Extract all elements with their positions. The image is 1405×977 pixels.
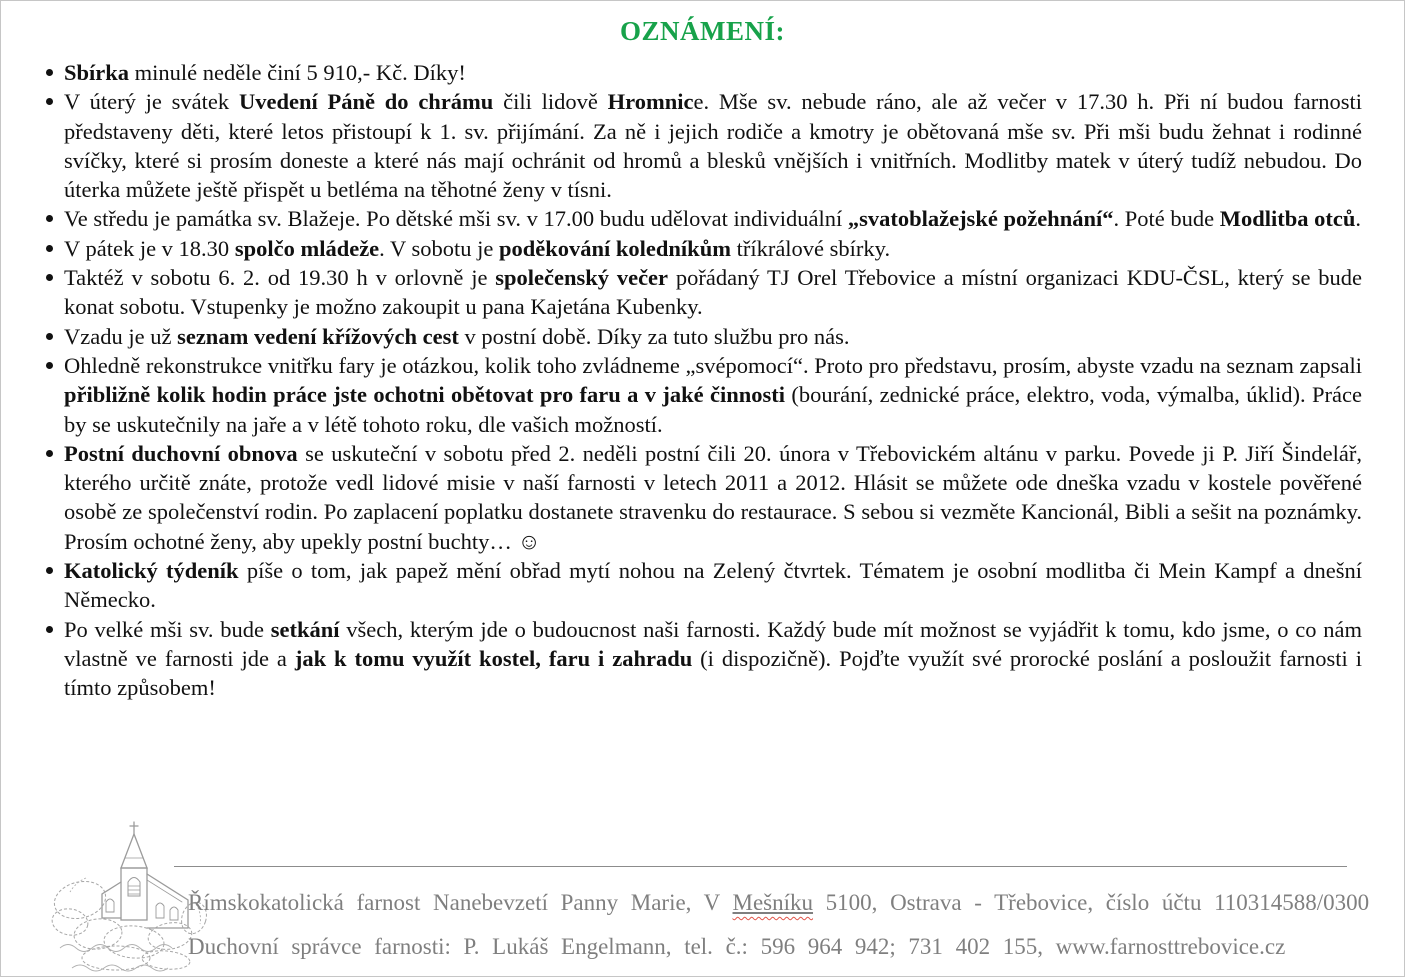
bold-text-segment: poděkování koledníkům — [498, 235, 731, 261]
footer-contact-block — [174, 866, 1370, 969]
text-segment: se uskuteční v sobotu před 2. neděli postní čili 20. února v Třebovickém altánu v parku. Povede ji P. Jiří Šindelář, kterého určitě znáte, protože vedl lidové misie v naší farnosti v letech 2011 a 2012. Hlásit se můžete ode dneška vzadu v kostele pověřené osobě ze společenství rodin. Po zaplacení poplatku dostanete stravenku do restaurace. S sebou si vezměte Kancionál, Bibli a sešit na poznámky. Prosím ochotné ženy, aby upekly postní buchty… ☺ — [64, 440, 1363, 554]
announcement-item — [46, 263, 1362, 322]
announcement-item — [46, 351, 1362, 439]
text-segment: Duchovní správce farnosti: P. Lukáš Engelmann, tel. č.: 596 964 942; 731 402 155, — [188, 934, 1056, 959]
misspelled-word — [733, 890, 814, 915]
bold-text-segment: Katolický týdeník — [64, 558, 239, 584]
announcement-item — [46, 615, 1362, 703]
text-segment: (i dispozičně). Pojďte využít své prorocké poslání a posloužit farnosti i tímto způsobem! — [64, 645, 1362, 701]
text-segment: Po velké mši sv. bude — [64, 616, 271, 642]
website-text: www.farnosttrebovice.cz — [1055, 934, 1286, 959]
text-segment: minulé neděle činí 5 910,- Kč. Díky! — [129, 60, 466, 85]
text-segment: tříkrálové sbírky. — [730, 235, 891, 261]
parish-address-line — [188, 881, 1370, 925]
announcement-item — [46, 556, 1362, 615]
spellcheck-underline: Mešníku — [732, 890, 814, 915]
announcement-item — [46, 58, 1362, 87]
text-segment: všech, kterým jde o budoucnost naši farnosti. Každý bude mít možnost se vyjádřit k tomu, kdo jsme, o co nám vlastně ve farnosti jde a — [64, 616, 1362, 671]
announcement-item — [46, 234, 1362, 263]
text-segment: V úterý je svátek — [64, 89, 239, 115]
text-segment: Ve středu je památka sv. Blažeje. Po dětské mši sv. v 17.00 budu udělovat individuální — [64, 206, 848, 232]
text-segment: Vzadu je už — [64, 323, 178, 349]
announcement-item — [46, 439, 1362, 556]
bold-text-segment: seznam vedení křížových cest — [177, 323, 459, 349]
announcement-list — [46, 58, 1362, 703]
text-segment: . V sobotu je — [379, 235, 499, 261]
text-segment: . — [1355, 206, 1361, 232]
bold-text-segment: Postní duchovní obnova — [64, 440, 298, 466]
text-segment: V pátek je v 18.30 — [64, 235, 235, 261]
bold-text-segment: „svatoblažejské požehnání“ — [847, 206, 1114, 232]
text-segment: . Poté bude — [1113, 206, 1220, 232]
parish-contact-line — [188, 925, 1347, 969]
bold-text-segment: Sbírka — [64, 60, 130, 85]
text-segment: (bourání, zednické práce, elektro, voda, výmalba, úklid). Práce by se uskutečnily na jaře a v létě tohoto roku, dle vašich možností. — [64, 382, 1362, 437]
text-segment: čili lidově — [493, 89, 608, 115]
bold-text-segment: Modlitba otců — [1219, 206, 1356, 232]
text-segment: píše o tom, jak papež mění obřad mytí nohou na Zelený čtvrtek. Tématem je osobní modlitba či Mein Kampf a dnešní Německo. — [64, 558, 1362, 613]
text-segment: Ohledně rekonstrukce vnitřku fary je otázkou, kolik toho zvládneme „svépomocí“. Proto pro představu, prosím, abyste vzadu na seznam zapsali — [64, 352, 1362, 378]
announcement-item — [46, 322, 1362, 351]
bold-text-segment: společenský večer — [495, 265, 669, 291]
text-segment: 5100, Ostrava - Třebovice, číslo účtu 110314588/0300 — [813, 890, 1370, 915]
text-segment: v postní době. Díky za tuto službu pro nás. — [458, 323, 850, 349]
announcement-item — [46, 204, 1362, 233]
text-segment: e. Mše sv. nebude ráno, ale až večer v 17.30 h. Při ní budou farnosti představeny děti, které letos přistoupí k 1. sv. přijímání. Za ně i jejich rodiče a kmotry je obětovaná mše sv. Při mši budu žehnat i rodinné svíčky, které si prosím doneste a které nás mají ochránit od hromů a blesků vnějších i vnitřních. Modlitby matek v úterý tudíž nebudou. Do úterka můžete ještě přispět u betléma na těhotné ženy v tísni. — [64, 89, 1363, 203]
announcement-item — [46, 87, 1362, 204]
bold-text-segment: Uvedení Páně do chrámu — [238, 89, 494, 115]
text-segment: pořádaný TJ Orel Třebovice a místní organizaci KDU-ČSL, který se bude konat sobotu. Vstupenky je možno zakoupit u pana Kajetána Kubenky. — [64, 265, 1362, 320]
text-segment: Taktéž v sobotu 6. 2. od 19.30 h v orlovně je — [64, 265, 496, 291]
text-segment: Římskokatolická farnost Nanebevzetí Panny Marie, V — [188, 890, 733, 915]
page-title: OZNÁMENÍ: — [620, 16, 785, 46]
bold-text-segment: Hromnic — [607, 89, 694, 115]
bold-text-segment: setkání — [270, 616, 340, 642]
bold-text-segment: jak k tomu využít kostel, faru i zahradu — [294, 645, 693, 671]
bold-text-segment: spolčo mládeže — [234, 235, 380, 261]
footer — [46, 816, 1404, 976]
bold-text-segment: přibližně kolik hodin práce jste ochotni obětovat pro faru a v jaké činnosti — [64, 382, 786, 408]
